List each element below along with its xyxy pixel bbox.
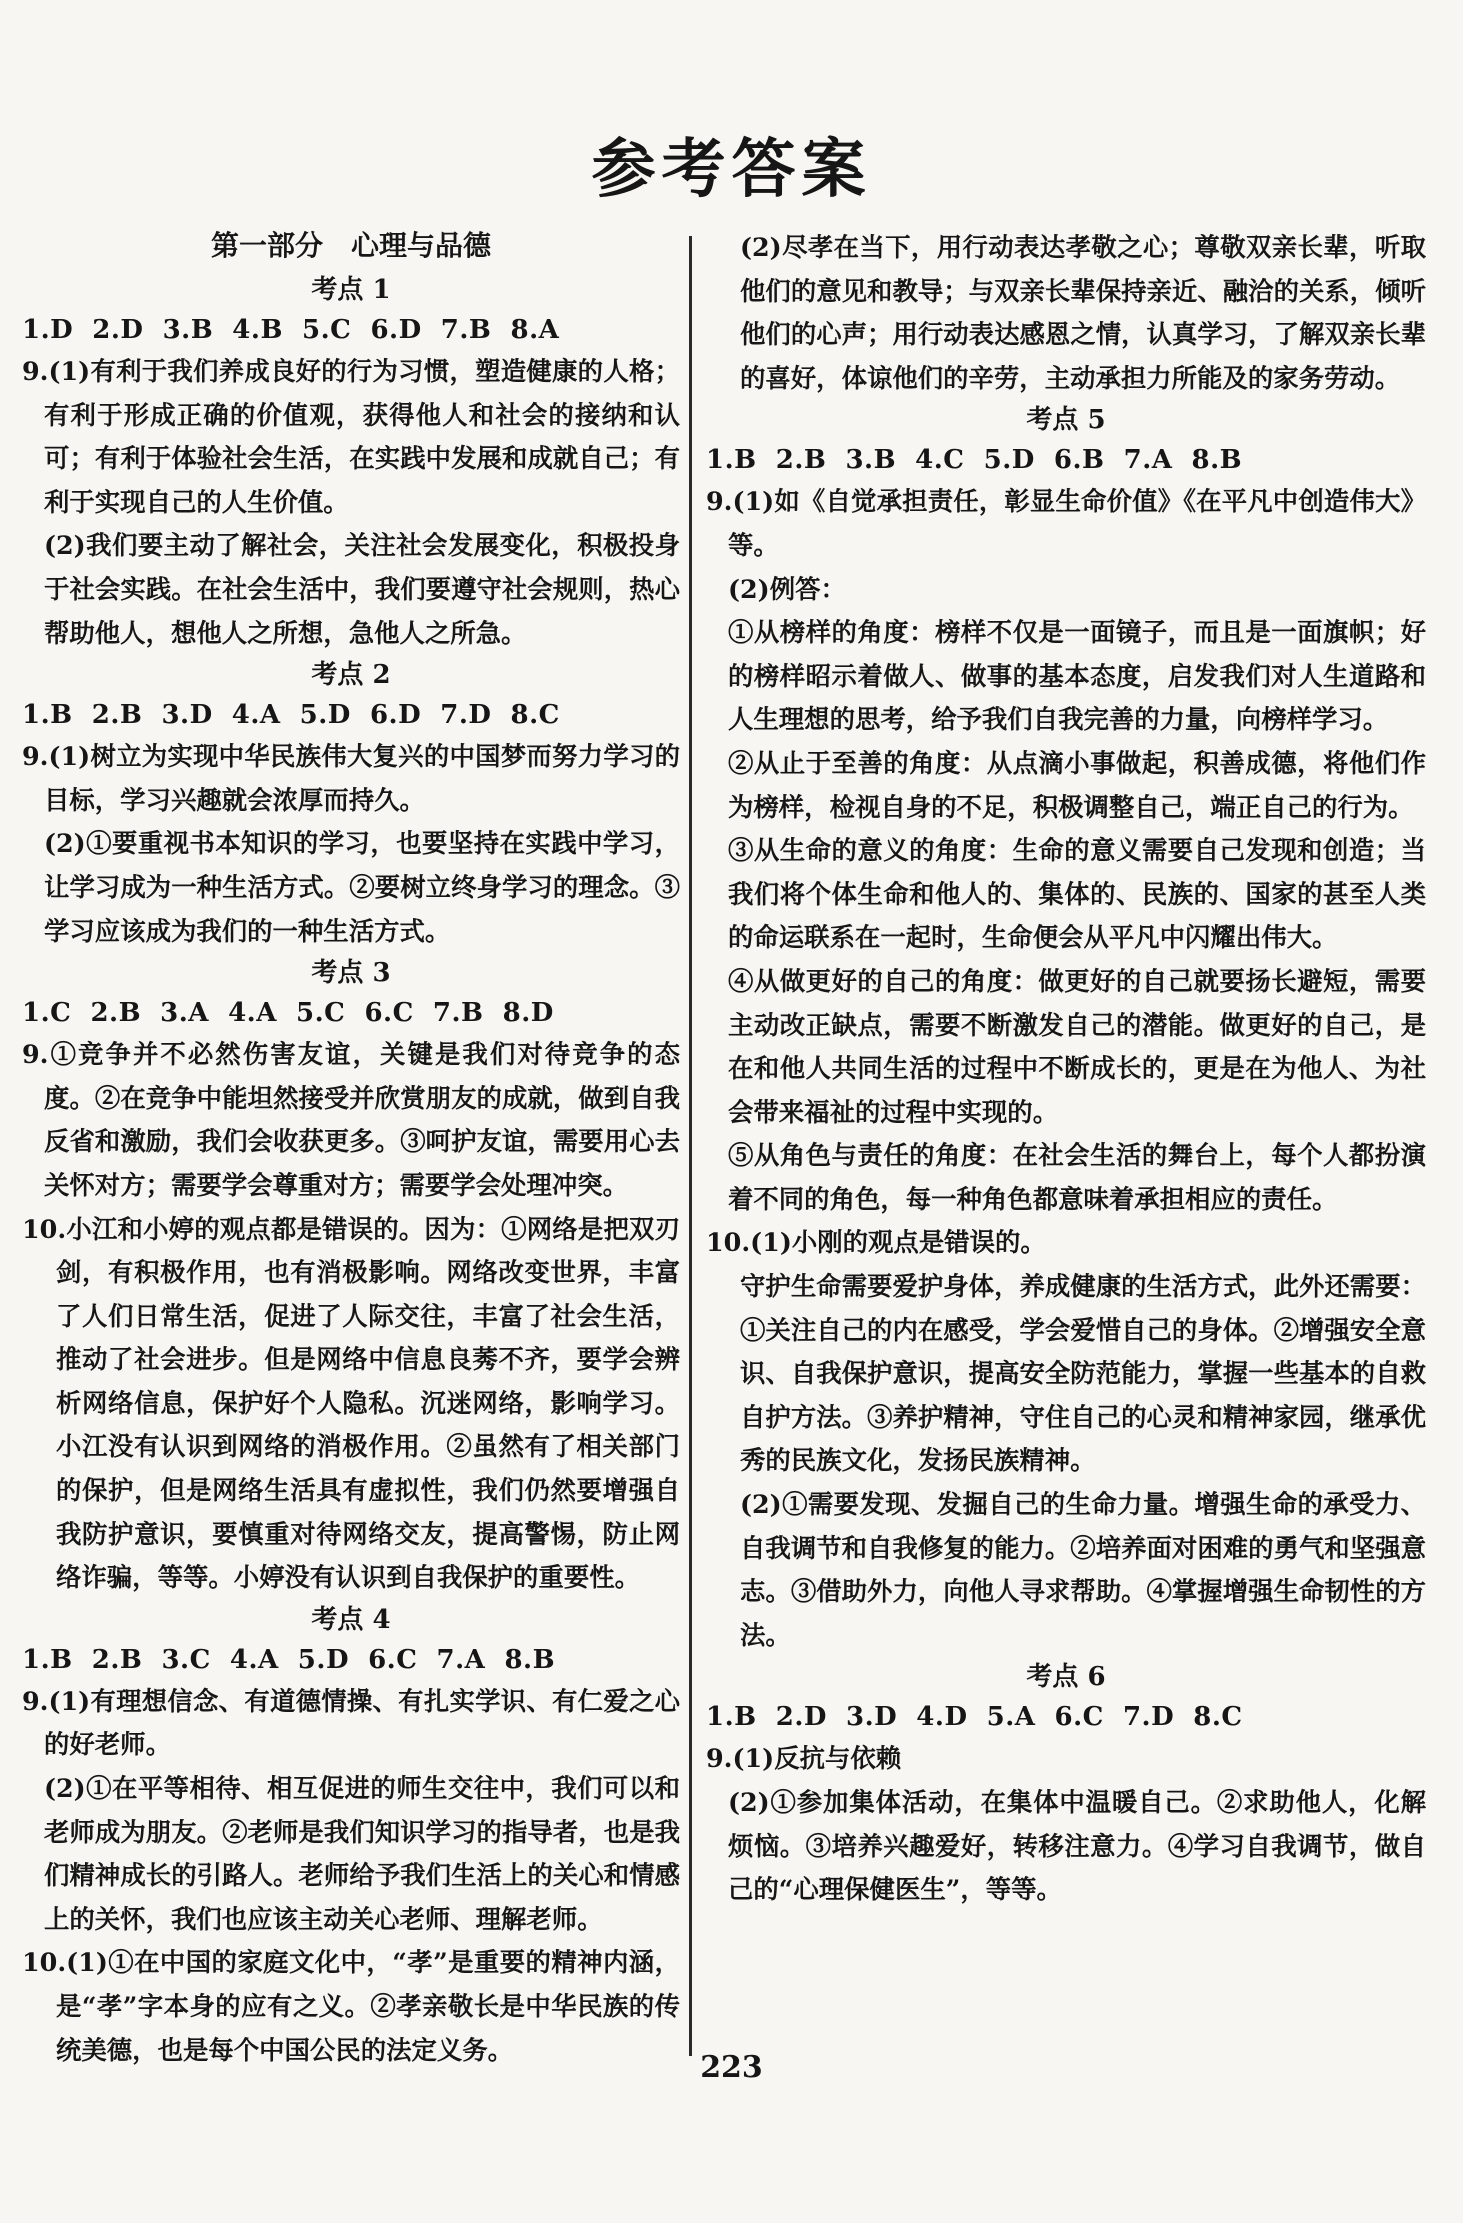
answer-paragraph: ⑤从角色与责任的角度：在社会生活的舞台上，每个人都扮演着不同的角色，每一种角色都意味着承担相应的责任。 [728,1140,1426,1214]
answer-paragraph: ③从生命的意义的角度：生命的意义需要自己发现和创造；当我们将个体生命和他人的、集体的、民族的、国家的甚至人类的命运联系在一起时，生命便会从平凡中闪耀出伟大。 [728,835,1426,953]
section-heading-4: 考点 4 [311,1604,391,1635]
answer-paragraph: (2)①在平等相待、相互促进的师生交往中，我们可以和老师成为朋友。②老师是我们知识学习的指导者，也是我们精神成长的引路人。老师给予我们生活上的关心和情感上的关怀，我们也应该主动关心老师、理解老师。 [44,1773,680,1934]
answer-paragraph: 守护生命需要爱护身体，养成健康的生活方式，此外还需要：①关注自己的内在感受，学会爱惜自己的身体。②增强安全意识、自我保护意识，提高安全防范能力，掌握一些基本的自救自护方法。③养护精神，守住自己的心灵和精神家园，继承优秀的民族文化，发扬民族精神。 [740,1271,1426,1476]
part-title: 第一部分 心理与品德 [210,229,491,262]
answer-paragraph: 9.①竞争并不必然伤害友谊，关键是我们对待竞争的态度。②在竞争中能坦然接受并欣赏朋友的成就，做到自我反省和激励，我们会收获更多。③呵护友谊，需要用心去关怀对方；需要学会尊重对方；需要学会处理冲突。 [22,1039,680,1200]
mc-answers-3: 1.C 2.B 3.A 4.A 5.C 6.C 7.B 8.D [22,998,554,1029]
answer-paragraph: ②从止于至善的角度：从点滴小事做起，积善成德，将他们作为榜样，检视自身的不足，积极调整自己，端正自己的行为。 [728,747,1426,822]
right-column [706,226,1426,1912]
answer-paragraph: 9.(1)如《自觉承担责任，彰显生命价值》《在平凡中创造伟大》等。 [706,486,1426,560]
page-number: 223 [700,2050,763,2085]
answer-paragraph: (2)例答： [728,573,846,604]
answer-paragraph: 10.(1)①在中国的家庭文化中，“孝”是重要的精神内涵，是“孝”字本身的应有之义。②孝亲敬长是中华民族的传统美德，也是每个中国公民的法定义务。 [22,1947,680,2065]
mc-answers-4: 1.B 2.B 3.C 4.A 5.D 6.C 7.A 8.B [22,1644,556,1675]
section-heading-1: 考点 1 [311,275,391,305]
section-heading-6: 考点 6 [1026,1662,1106,1693]
answer-paragraph: (2)①要重视书本知识的学习，也要坚持在实践中学习，让学习成为一种生活方式。②要树立终身学习的理念。③学习应该成为我们的一种生活方式。 [44,828,680,946]
mc-answers-5: 1.B 2.B 3.B 4.C 5.D 6.B 7.A 8.B [706,445,1243,476]
answer-paragraph: (2)尽孝在当下，用行动表达孝敬之心；尊敬双亲长辈，听取他们的意见和教导；与双亲长辈保持亲近、融洽的关系，倾听他们的心声；用行动表达感恩之情，认真学习，了解双亲长辈的喜好，体谅他们的辛劳，主动承担力所能及的家务劳动。 [740,232,1426,393]
left-column [22,226,680,2072]
answer-paragraph: ④从做更好的自己的角度：做更好的自己就要扬长避短，需要主动改正缺点，需要不断激发自己的潜能。做更好的自己，是在和他人共同生活的过程中不断成长的，更是在为他人、为社会带来福祉的过程中实现的。 [728,965,1426,1127]
answer-paragraph: (2)①参加集体活动，在集体中温暖自己。②求助他人，化解烦恼。③培养兴趣爱好，转移注意力。④学习自我调节，做自己的“心理保健医生”，等等。 [728,1787,1426,1905]
mc-answers-6: 1.B 2.D 3.D 4.D 5.A 6.C 7.D 8.C [706,1702,1243,1733]
answer-paragraph: (2)我们要主动了解社会，关注社会发展变化，积极投身于社会实践。在社会生活中，我们要遵守社会规则，热心帮助他人，想他人之所想，急他人之所急。 [44,530,680,648]
column-divider [689,236,692,2056]
answer-paragraph: 10.小江和小婷的观点都是错误的。因为：①网络是把双刃剑，有积极作用，也有消极影响。网络改变世界，丰富了人们日常生活，促进了人际交往，丰富了社会生活，推动了社会进步。但是网络中信息良莠不齐，要学会辨析网络信息，保护好个人隐私。沉迷网络，影响学习。小江没有认识到网络的消极作用。②虽然有了相关部门的保护，但是网络生活具有虚拟性，我们仍然要增强自我防护意识，要慎重对待网络交友，提高警惕，防止网络诈骗，等等。小婷没有认识到自我保护的重要性。 [22,1213,680,1593]
section-heading-2: 考点 2 [311,660,391,691]
mc-answers-1: 1.D 2.D 3.B 4.B 5.C 6.D 7.B 8.A [22,315,560,345]
answer-paragraph: 9.(1)反抗与依赖 [706,1743,902,1774]
answer-paragraph: 9.(1)树立为实现中华民族伟大复兴的中国梦而努力学习的目标，学习兴趣就会浓厚而持久。 [22,741,680,815]
answer-paragraph: 10.(1)小刚的观点是错误的。 [706,1227,1046,1258]
answer-paragraph: 9.(1)有理想信念、有道德情操、有扎实学识、有仁爱之心的好老师。 [22,1685,680,1760]
section-heading-5: 考点 5 [1026,405,1106,436]
answer-paragraph: ①从榜样的角度：榜样不仅是一面镜子，而且是一面旗帜；好的榜样昭示着做人、做事的基本态度，启发我们对人生道路和人生理想的思考，给予我们自我完善的力量，向榜样学习。 [728,617,1426,735]
section-heading-3: 考点 3 [311,958,391,989]
page-title: 参考答案 [591,132,872,207]
answer-paragraph: (2)①需要发现、发掘自己的生命力量。增强生命的承受力、自我调节和自我修复的能力。②培养面对困难的勇气和坚强意志。③借助外力，向他人寻求帮助。④掌握增强生命韧性的方法。 [740,1489,1426,1650]
answer-paragraph: 9.(1)有利于我们养成良好的行为习惯，塑造健康的人格；有利于形成正确的价值观，获得他人和社会的接纳和认可；有利于体验社会生活，在实践中发展和成就自己；有利于实现自己的人生价值。 [22,356,680,517]
mc-answers-2: 1.B 2.B 3.D 4.A 5.D 6.D 7.D 8.C [22,700,560,731]
